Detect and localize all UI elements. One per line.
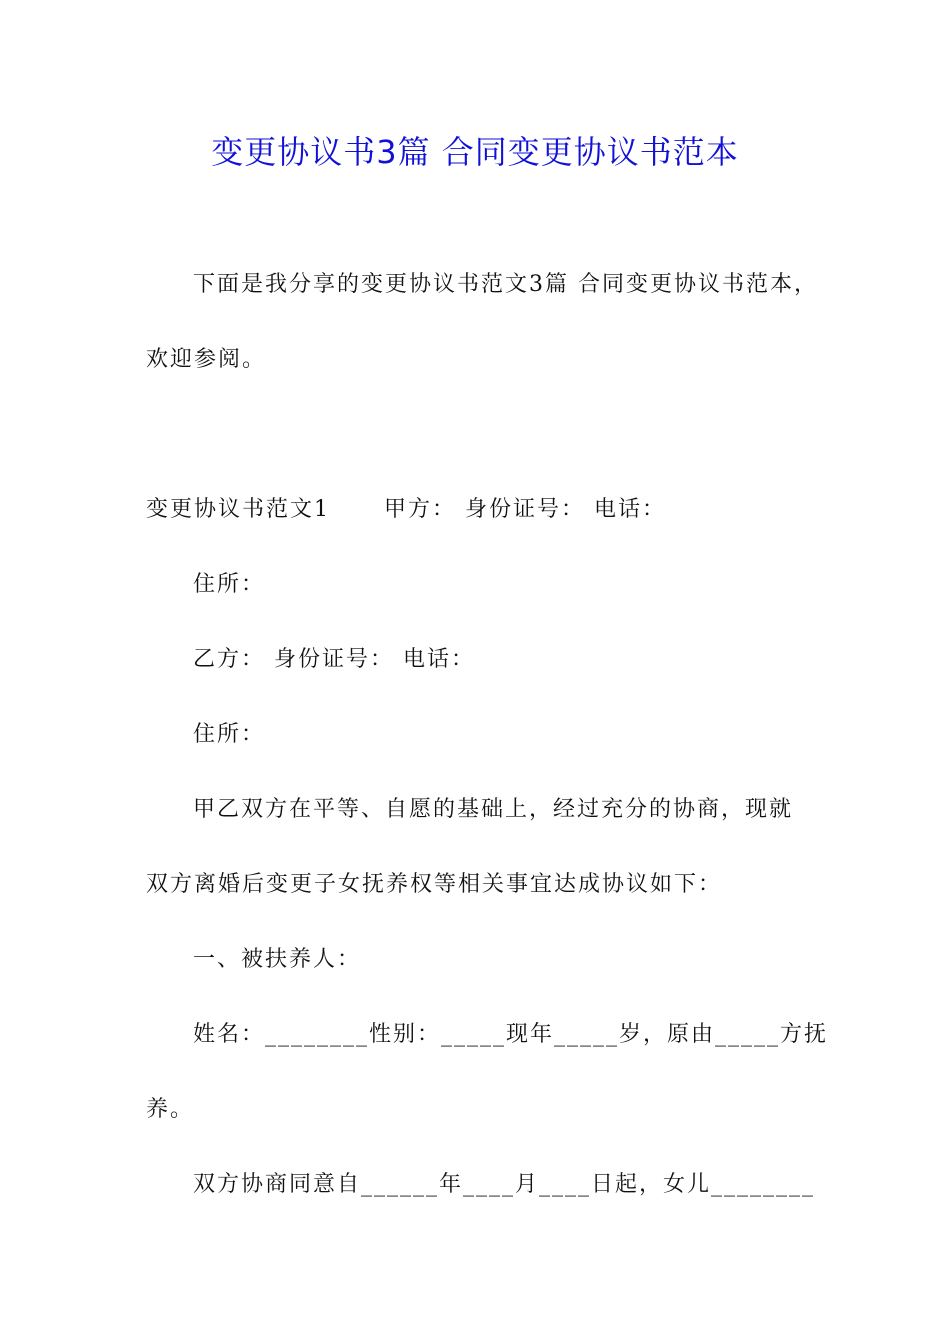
item-1-line-2: 养。 (146, 1097, 195, 1122)
section-heading-row (146, 495, 666, 525)
party-a-line: 甲方： 身份证号： 电话： (384, 497, 666, 522)
document-title: 变更协议书3篇 合同变更协议书范本 (211, 133, 739, 171)
party-b-address: 住所： (193, 722, 266, 747)
party-b-line: 乙方： 身份证号： 电话： (193, 647, 475, 672)
body-paragraph-line-2: 双方离婚后变更子女抚养权等相关事宜达成协议如下： (146, 872, 723, 897)
body-paragraph-line-1: 甲乙双方在平等、自愿的基础上，经过充分的协商，现就 (193, 797, 794, 822)
party-a-address: 住所： (193, 572, 266, 597)
item-1-line-3: 双方协商同意自______年____月____日起，女儿________ (193, 1172, 816, 1197)
section-heading: 变更协议书范文1 (146, 497, 330, 522)
item-1-heading: 一、被扶养人： (193, 947, 362, 972)
intro-paragraph-line-1: 下面是我分享的变更协议书范文3篇 合同变更协议书范本， (193, 272, 818, 297)
intro-paragraph-line-2: 欢迎参阅。 (146, 347, 267, 372)
item-1-line-1: 姓名：________性别：_____现年_____岁，原由_____方抚 (193, 1022, 829, 1047)
